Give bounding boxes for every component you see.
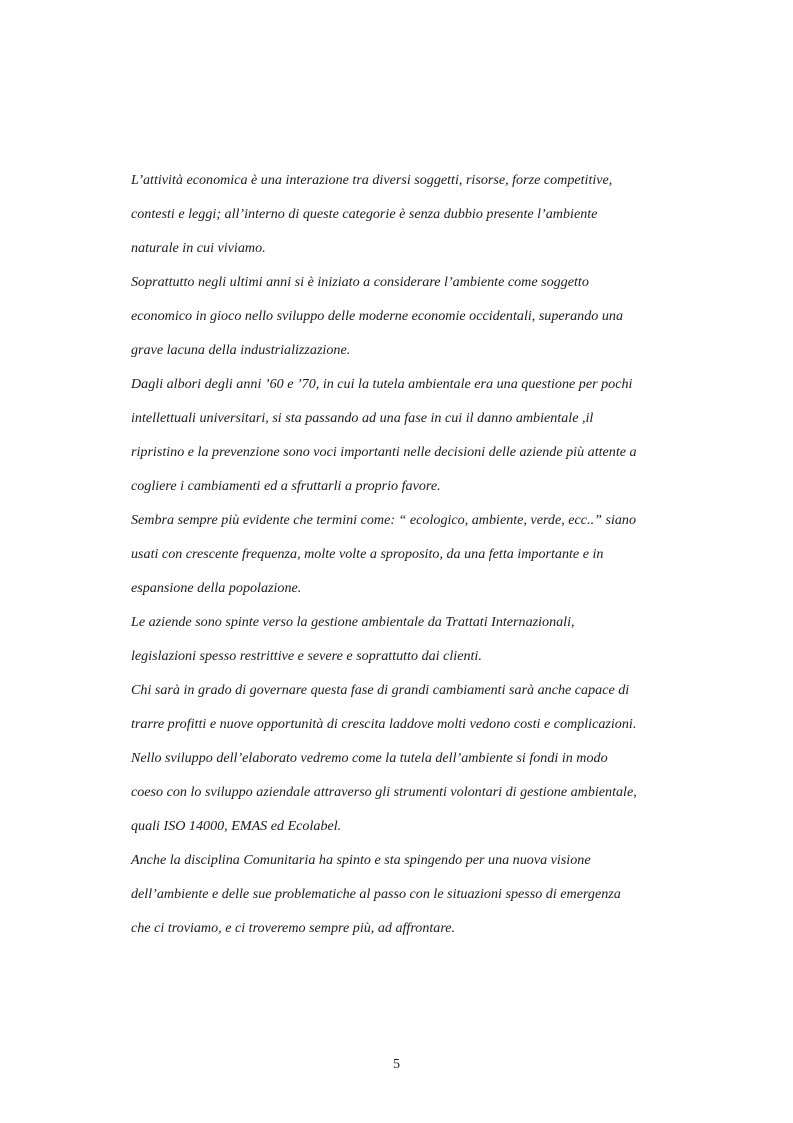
text-line: cogliere i cambiamenti ed a sfruttarli a proprio favore. — [131, 478, 441, 494]
text-line: Chi sarà in grado di governare questa fase di grandi cambiamenti sarà anche capace di — [131, 682, 630, 698]
text-line: grave lacuna della industrializzazione. — [131, 342, 351, 358]
text-line: Dagli albori degli anni ’60 e ’70, in cui la tutela ambientale era una questione per pochi — [131, 376, 633, 392]
text-line: usati con crescente frequenza, molte volte a sproposito, da una fetta importante e in — [131, 546, 604, 562]
text-line: espansione della popolazione. — [131, 580, 302, 596]
text-line: Le aziende sono spinte verso la gestione ambientale da Trattati Internazionali, — [131, 614, 575, 630]
text-line: ripristino e la prevenzione sono voci importanti nelle decisioni delle aziende più attente a — [131, 444, 637, 460]
text-line: naturale in cui viviamo. — [131, 240, 266, 256]
text-line: intellettuali universitari, si sta passando ad una fase in cui il danno ambientale ,il — [131, 410, 594, 426]
text-line: Nello sviluppo dell’elaborato vedremo come la tutela dell’ambiente si fondi in modo — [131, 750, 608, 766]
text-line: trarre profitti e nuove opportunità di crescita laddove molti vedono costi e complicazioni. — [131, 716, 637, 732]
text-line: legislazioni spesso restrittive e severe e soprattutto dai clienti. — [131, 648, 482, 664]
text-line: dell’ambiente e delle sue problematiche al passo con le situazioni spesso di emergenza — [131, 886, 621, 902]
text-line: contesti e leggi; all’interno di queste categorie è senza dubbio presente l’ambiente — [131, 206, 598, 222]
text-line: L’attività economica è una interazione tra diversi soggetti, risorse, forze competitive, — [131, 172, 613, 188]
text-line: Anche la disciplina Comunitaria ha spinto e sta spingendo per una nuova visione — [131, 852, 591, 868]
text-line: che ci troviamo, e ci troveremo sempre più, ad affrontare. — [131, 920, 456, 936]
text-line: Sembra sempre più evidente che termini come: “ ecologico, ambiente, verde, ecc..” siano — [131, 512, 637, 528]
text-line: economico in gioco nello sviluppo delle moderne economie occidentali, superando una — [131, 308, 623, 324]
page-number: 5 — [393, 1057, 400, 1072]
text-line: quali ISO 14000, EMAS ed Ecolabel. — [131, 818, 342, 834]
text-line: Soprattutto negli ultimi anni si è iniziato a considerare l’ambiente come soggetto — [131, 274, 589, 290]
body-text — [131, 163, 676, 945]
text-line: coeso con lo sviluppo aziendale attraverso gli strumenti volontari di gestione ambientale, — [131, 784, 637, 800]
